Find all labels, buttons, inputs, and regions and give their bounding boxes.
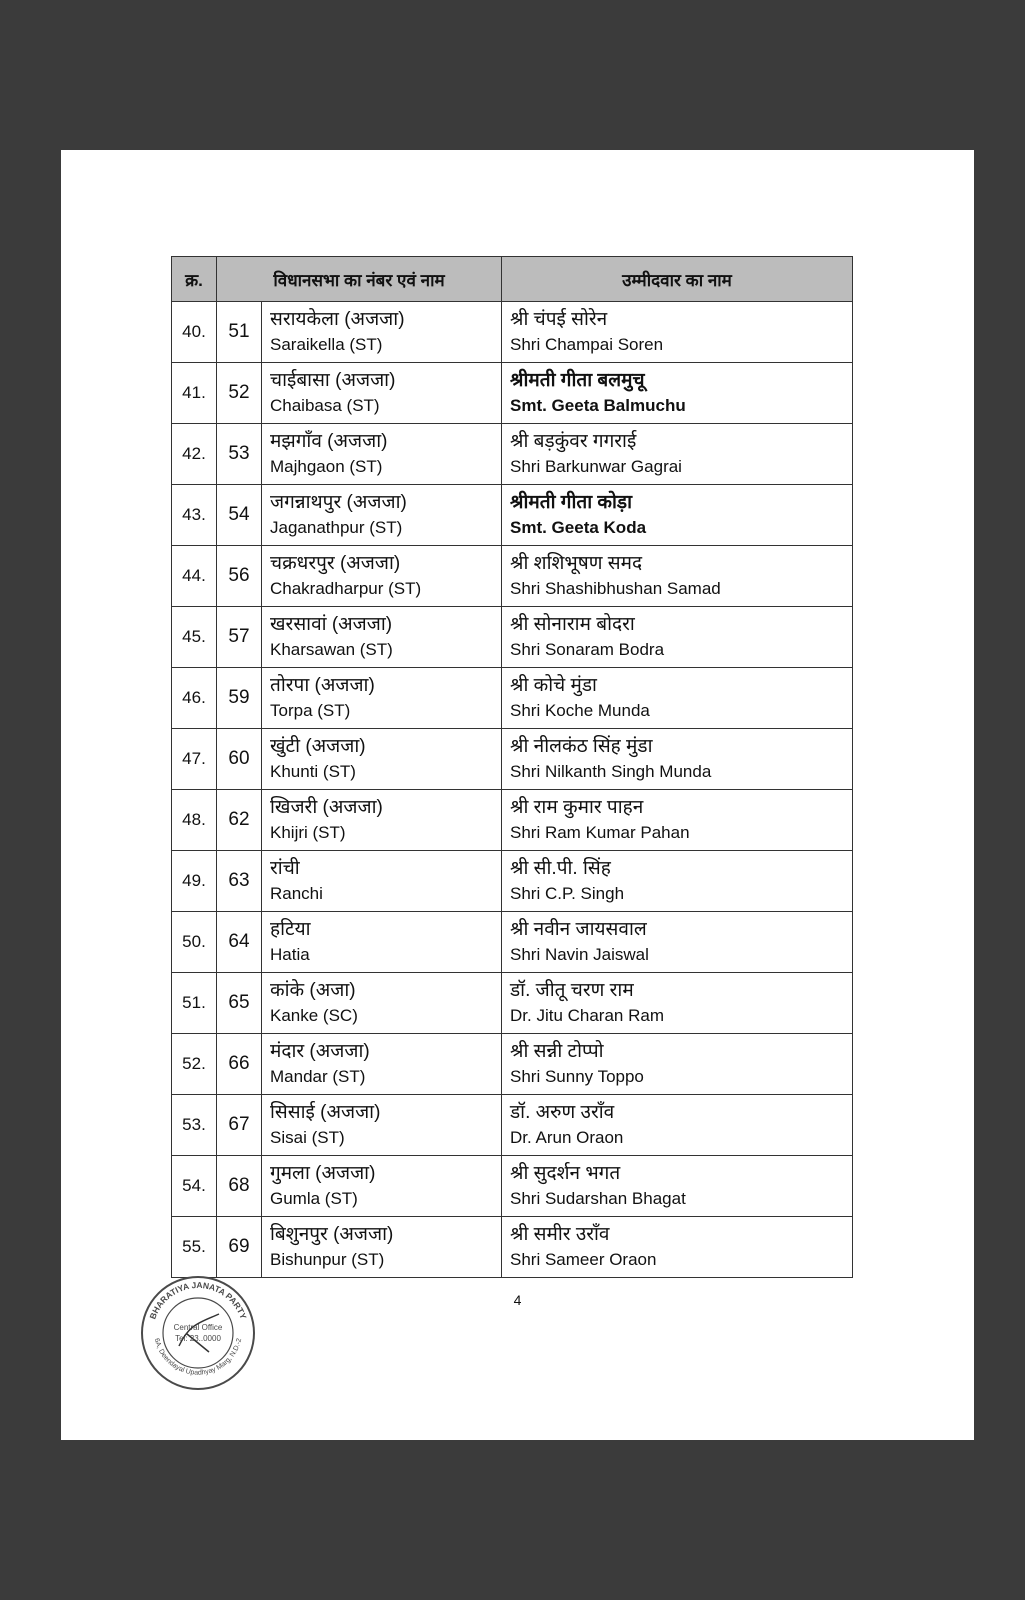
constituency-cell	[262, 851, 502, 912]
candidate-table	[171, 256, 853, 1278]
constituency-cell	[262, 729, 502, 790]
candidate-cell	[502, 729, 853, 790]
candidate-name-hindi: श्री सोनाराम बोदरा	[510, 614, 635, 635]
constituency-name-english: Majhgaon (ST)	[270, 457, 383, 476]
candidate-name-english: Smt. Geeta Balmuchu	[510, 396, 686, 415]
candidate-cell	[502, 1217, 853, 1278]
header-candidate: उम्मीदवार का नाम	[502, 257, 853, 302]
constituency-number: 51	[217, 302, 262, 363]
candidate-name-english: Shri Sameer Oraon	[510, 1250, 657, 1269]
seal-outer-text: BHARATIYA JANATA PARTY	[147, 1279, 249, 1321]
constituency-cell	[262, 1095, 502, 1156]
constituency-name-hindi: तोरपा (अजजा)	[270, 675, 375, 696]
constituency-name-hindi: चाईबासा (अजजा)	[270, 370, 396, 391]
table-row	[172, 607, 853, 668]
serial-number: 43.	[172, 485, 217, 546]
constituency-cell	[262, 607, 502, 668]
candidate-name-hindi: श्री सी.पी. सिंह	[510, 858, 611, 879]
constituency-name-english: Sisai (ST)	[270, 1128, 345, 1147]
table-row	[172, 668, 853, 729]
constituency-name-hindi: गुमला (अजजा)	[270, 1163, 376, 1184]
seal-center-line2: Tel: 23..0000	[175, 1334, 221, 1343]
candidate-cell	[502, 912, 853, 973]
constituency-cell	[262, 973, 502, 1034]
table-row	[172, 363, 853, 424]
candidate-cell	[502, 1156, 853, 1217]
constituency-name-hindi: मझगाँव (अजजा)	[270, 431, 388, 452]
party-seal-stamp	[139, 1274, 257, 1392]
constituency-name-hindi: जगन्नाथपुर (अजजा)	[270, 492, 407, 513]
table-row	[172, 1034, 853, 1095]
candidate-name-english: Smt. Geeta Koda	[510, 518, 647, 537]
constituency-cell	[262, 790, 502, 851]
constituency-name-hindi: चक्रधरपुर (अजजा)	[270, 553, 401, 574]
constituency-name-english: Hatia	[270, 945, 310, 964]
candidate-cell	[502, 1034, 853, 1095]
constituency-name-hindi: रांची	[270, 858, 300, 879]
constituency-cell	[262, 546, 502, 607]
constituency-name-hindi: खुंटी (अजजा)	[270, 736, 366, 757]
constituency-name-english: Chaibasa (ST)	[270, 396, 380, 415]
constituency-name-english: Kanke (SC)	[270, 1006, 358, 1025]
constituency-name-english: Saraikella (ST)	[270, 335, 383, 354]
constituency-name-english: Ranchi	[270, 884, 323, 903]
serial-number: 47.	[172, 729, 217, 790]
candidate-name-hindi: श्री शशिभूषण समद	[510, 553, 643, 574]
constituency-name-hindi: बिशुनपुर (अजजा)	[270, 1224, 394, 1245]
constituency-number: 68	[217, 1156, 262, 1217]
table-row	[172, 546, 853, 607]
candidate-name-hindi: श्री राम कुमार पाहन	[510, 797, 644, 818]
candidate-name-english: Shri Nilkanth Singh Munda	[510, 762, 712, 781]
serial-number: 53.	[172, 1095, 217, 1156]
candidate-cell	[502, 363, 853, 424]
table-row	[172, 424, 853, 485]
table-row	[172, 851, 853, 912]
serial-number: 50.	[172, 912, 217, 973]
table-row	[172, 790, 853, 851]
constituency-number: 56	[217, 546, 262, 607]
candidate-name-english: Shri Ram Kumar Pahan	[510, 823, 690, 842]
serial-number: 52.	[172, 1034, 217, 1095]
seal-center-line1: Central Office	[173, 1323, 223, 1332]
table-row	[172, 1156, 853, 1217]
constituency-name-hindi: हटिया	[270, 919, 311, 940]
serial-number: 42.	[172, 424, 217, 485]
candidate-name-hindi: श्री समीर उराँव	[510, 1224, 610, 1245]
constituency-number: 67	[217, 1095, 262, 1156]
constituency-name-english: Mandar (ST)	[270, 1067, 366, 1086]
constituency-number: 54	[217, 485, 262, 546]
serial-number: 51.	[172, 973, 217, 1034]
serial-number: 40.	[172, 302, 217, 363]
candidate-name-english: Shri Sunny Toppo	[510, 1067, 644, 1086]
constituency-cell	[262, 485, 502, 546]
constituency-name-hindi: खरसावां (अजजा)	[270, 614, 393, 635]
seal-inner-ring	[163, 1298, 233, 1368]
constituency-name-hindi: सिसाई (अजजा)	[270, 1102, 381, 1123]
table-row	[172, 912, 853, 973]
candidate-cell	[502, 668, 853, 729]
constituency-name-english: Jaganathpur (ST)	[270, 518, 403, 537]
candidate-name-hindi: श्री बड़कुंवर गगराई	[510, 431, 637, 452]
constituency-name-english: Torpa (ST)	[270, 701, 351, 720]
table-row	[172, 973, 853, 1034]
candidate-cell	[502, 607, 853, 668]
table-row	[172, 485, 853, 546]
candidate-name-english: Shri Sonaram Bodra	[510, 640, 665, 659]
candidate-name-english: Dr. Arun Oraon	[510, 1128, 624, 1147]
serial-number: 48.	[172, 790, 217, 851]
serial-number: 41.	[172, 363, 217, 424]
constituency-cell	[262, 1217, 502, 1278]
constituency-name-english: Bishunpur (ST)	[270, 1250, 385, 1269]
constituency-name-hindi: सरायकेला (अजजा)	[270, 309, 405, 330]
constituency-number: 65	[217, 973, 262, 1034]
candidate-cell	[502, 851, 853, 912]
candidate-name-hindi: श्री सन्नी टोप्पो	[510, 1041, 604, 1062]
candidate-name-english: Shri Koche Munda	[510, 701, 650, 720]
constituency-cell	[262, 302, 502, 363]
candidate-cell	[502, 790, 853, 851]
candidate-name-english: Shri Navin Jaiswal	[510, 945, 649, 964]
serial-number: 54.	[172, 1156, 217, 1217]
constituency-number: 60	[217, 729, 262, 790]
header-serial: क्र.	[172, 257, 217, 302]
constituency-cell	[262, 668, 502, 729]
candidate-name-hindi: श्री कोचे मुंडा	[510, 675, 597, 696]
constituency-number: 66	[217, 1034, 262, 1095]
table-body	[172, 302, 853, 1278]
constituency-cell	[262, 912, 502, 973]
table-row	[172, 729, 853, 790]
candidate-cell	[502, 485, 853, 546]
serial-number: 49.	[172, 851, 217, 912]
seal-address-text: 6A, Deendayal Upadhyay Marg, N.D.-2	[152, 1337, 244, 1377]
candidate-name-hindi: श्री चंपई सोरेन	[510, 309, 608, 330]
constituency-name-hindi: कांके (अजा)	[270, 980, 356, 1001]
constituency-number: 57	[217, 607, 262, 668]
constituency-number: 53	[217, 424, 262, 485]
constituency-number: 69	[217, 1217, 262, 1278]
candidate-name-hindi: डॉ. अरुण उराँव	[510, 1102, 615, 1123]
candidate-name-english: Shri Barkunwar Gagrai	[510, 457, 682, 476]
candidate-name-english: Shri Champai Soren	[510, 335, 664, 354]
candidate-name-hindi: श्रीमती गीता बलमुचू	[510, 370, 645, 391]
table-header-row	[172, 257, 853, 302]
candidate-name-english: Shri Sudarshan Bhagat	[510, 1189, 686, 1208]
constituency-number: 63	[217, 851, 262, 912]
constituency-number: 52	[217, 363, 262, 424]
constituency-cell	[262, 1034, 502, 1095]
constituency-name-english: Khijri (ST)	[270, 823, 346, 842]
constituency-cell	[262, 363, 502, 424]
candidate-name-hindi: श्रीमती गीता कोड़ा	[510, 492, 633, 513]
serial-number: 44.	[172, 546, 217, 607]
candidate-name-hindi: श्री नवीन जायसवाल	[510, 919, 647, 940]
constituency-name-english: Khunti (ST)	[270, 762, 356, 781]
constituency-number: 62	[217, 790, 262, 851]
candidate-cell	[502, 973, 853, 1034]
constituency-cell	[262, 424, 502, 485]
constituency-name-hindi: मंदार (अजजा)	[270, 1041, 370, 1062]
constituency-number: 59	[217, 668, 262, 729]
constituency-name-hindi: खिजरी (अजजा)	[270, 797, 383, 818]
constituency-number: 64	[217, 912, 262, 973]
serial-number: 46.	[172, 668, 217, 729]
serial-number: 45.	[172, 607, 217, 668]
candidate-name-hindi: श्री नीलकंठ सिंह मुंडा	[510, 736, 653, 757]
table-row	[172, 302, 853, 363]
table-row	[172, 1217, 853, 1278]
candidate-cell	[502, 546, 853, 607]
seal-signature-scribble	[179, 1314, 219, 1352]
constituency-name-english: Kharsawan (ST)	[270, 640, 393, 659]
candidate-name-hindi: श्री सुदर्शन भगत	[510, 1163, 621, 1184]
candidate-name-english: Shri C.P. Singh	[510, 884, 625, 903]
candidate-name-hindi: डॉ. जीतू चरण राम	[510, 980, 634, 1001]
header-constituency: विधानसभा का नंबर एवं नाम	[217, 257, 502, 302]
constituency-name-english: Gumla (ST)	[270, 1189, 358, 1208]
constituency-name-english: Chakradharpur (ST)	[270, 579, 422, 598]
page-number: 4	[513, 1292, 522, 1308]
candidate-name-english: Dr. Jitu Charan Ram	[510, 1006, 664, 1025]
candidate-cell	[502, 302, 853, 363]
candidate-name-english: Shri Shashibhushan Samad	[510, 579, 721, 598]
candidate-cell	[502, 424, 853, 485]
candidate-cell	[502, 1095, 853, 1156]
serial-number: 55.	[172, 1217, 217, 1278]
document-page	[61, 150, 974, 1440]
table-row	[172, 1095, 853, 1156]
constituency-cell	[262, 1156, 502, 1217]
